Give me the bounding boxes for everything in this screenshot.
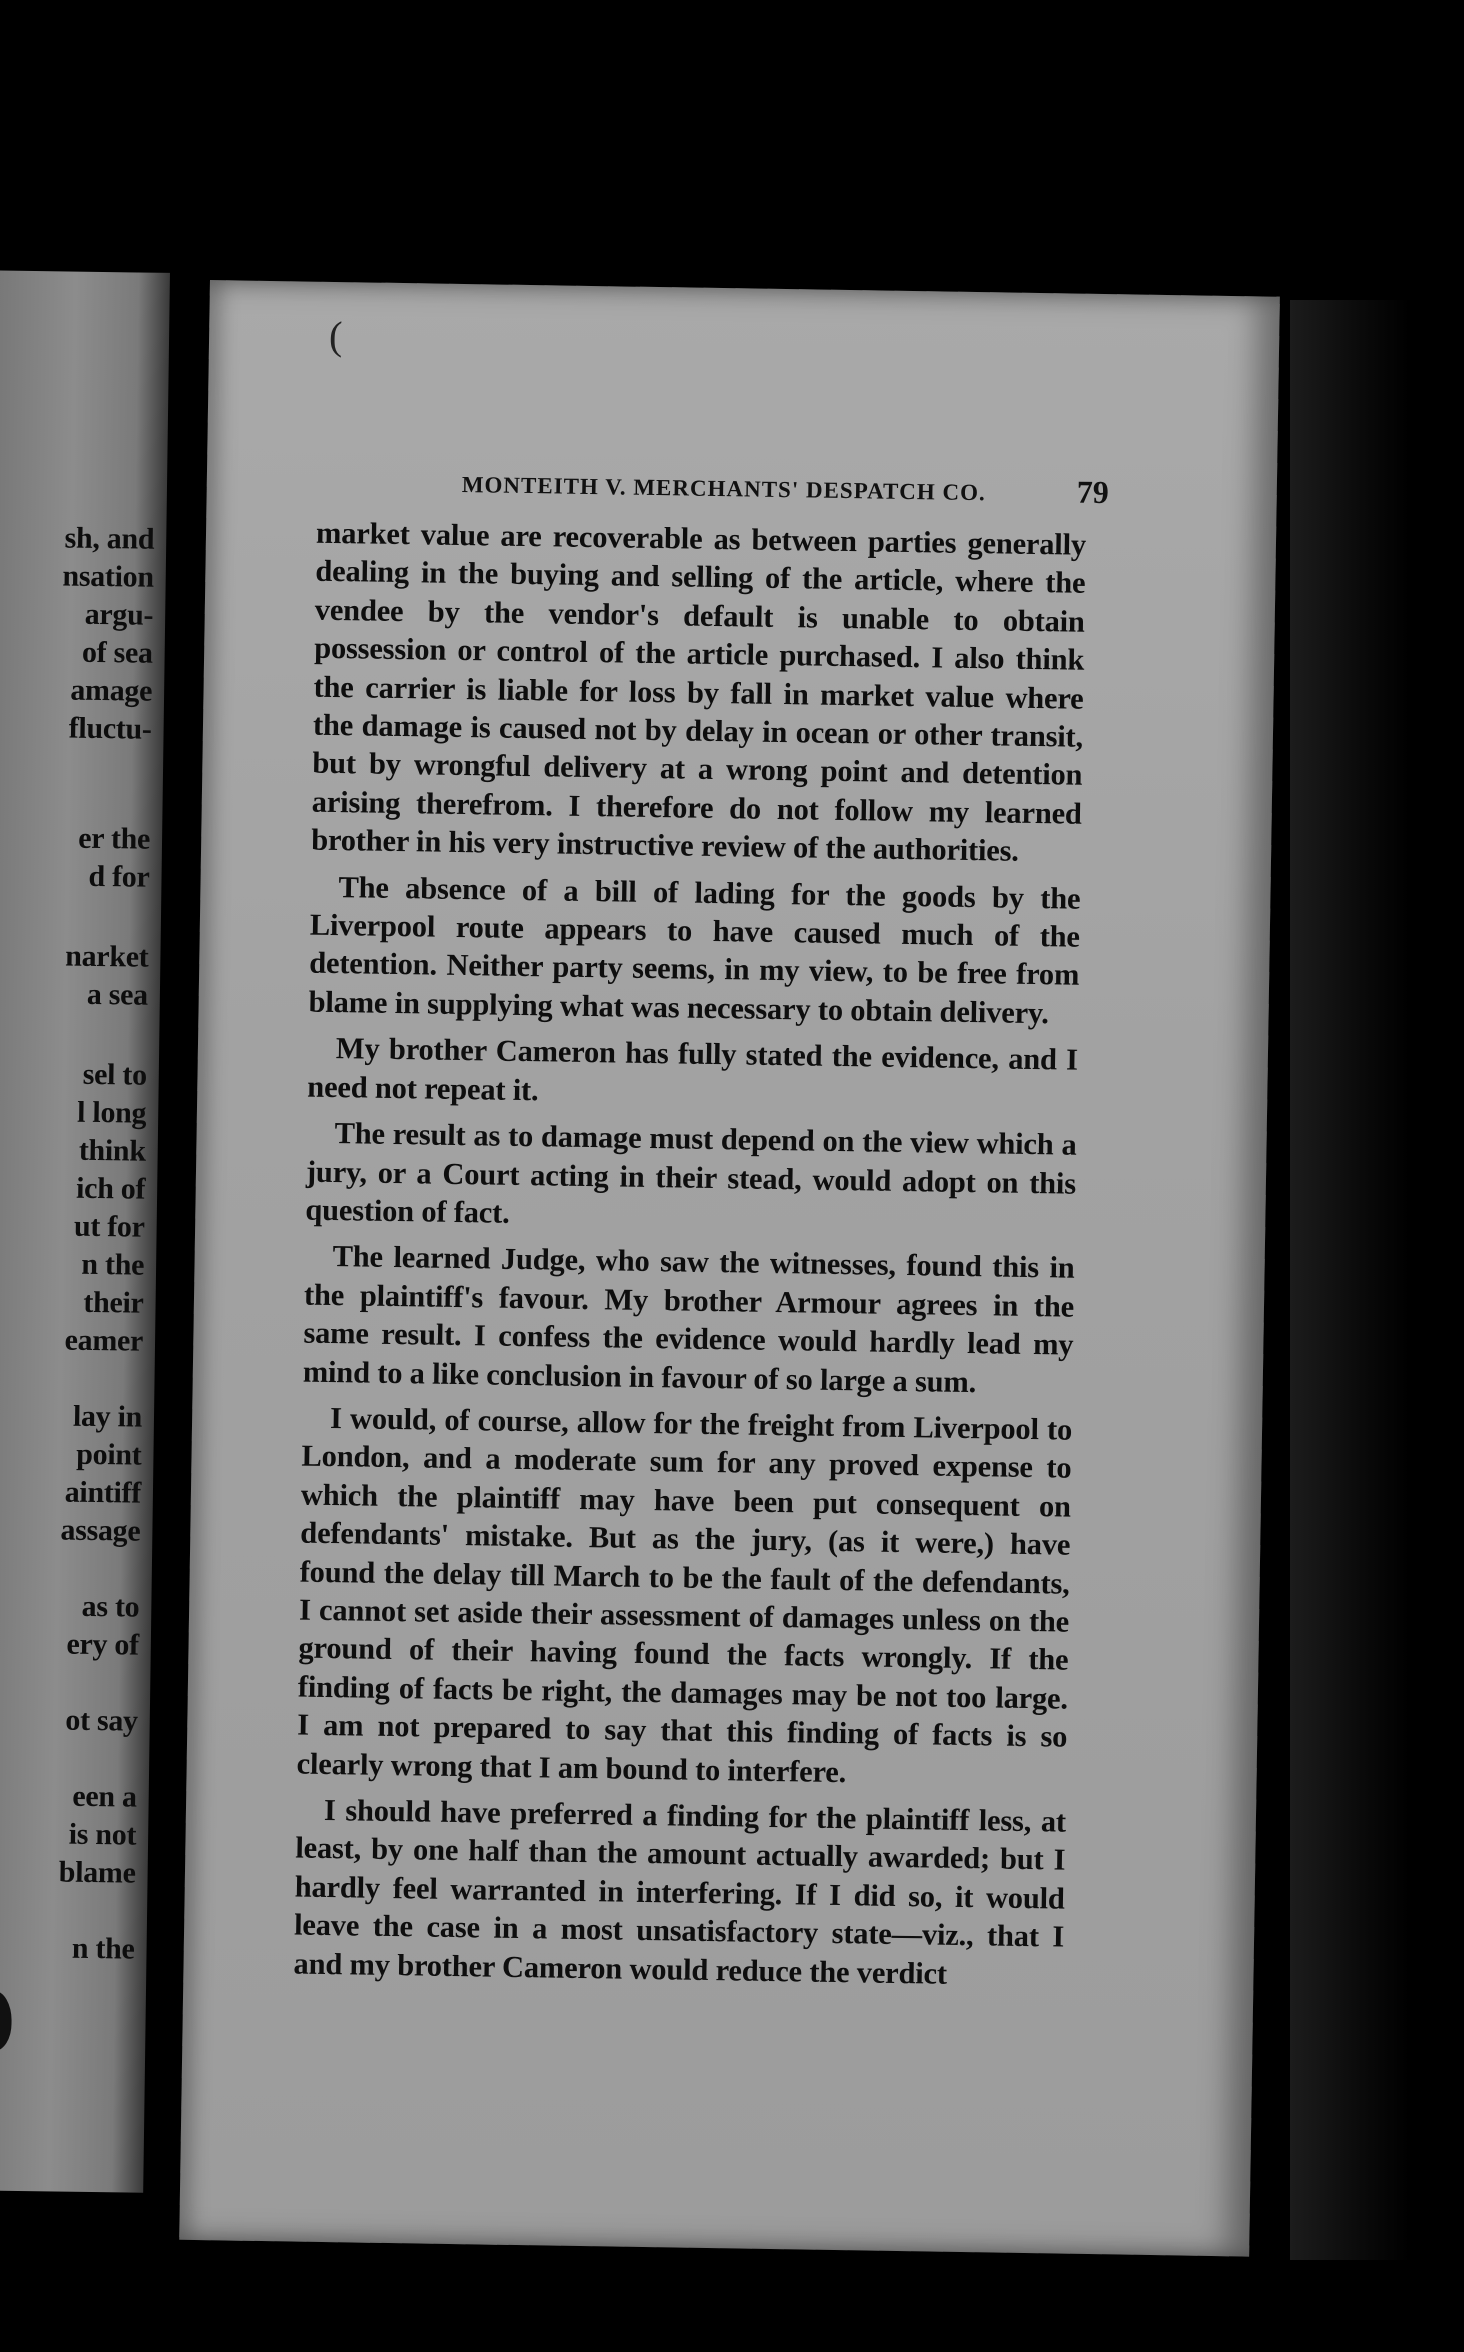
left-line-fragment: blame: [58, 1855, 136, 1890]
running-head: MONTEITH V. MERCHANTS' DESPATCH CO.: [461, 471, 986, 506]
left-line-fragment: amage: [70, 673, 153, 708]
book-page: [179, 280, 1280, 2257]
left-line-fragment: ery of: [66, 1627, 140, 1662]
left-line-fragment: d for: [88, 859, 150, 894]
left-line-fragment: point: [76, 1437, 142, 1472]
left-line-fragment: assage: [60, 1513, 141, 1548]
left-line-fragment: n the: [71, 1931, 135, 1966]
left-line-fragment: argu-: [84, 597, 154, 632]
page-number: 79: [1076, 473, 1110, 511]
page-body: [293, 514, 1086, 1995]
left-line-fragment: as to: [81, 1589, 140, 1624]
paragraph: My brother Cameron has fully stated the evidence, and I need not repeat it.: [307, 1031, 1079, 1107]
left-line-fragment: think: [78, 1133, 146, 1168]
left-line-fragment: fluctu-: [68, 711, 152, 746]
left-line-fragment: l long: [76, 1095, 147, 1130]
left-line-fragment: ot say: [65, 1703, 138, 1738]
left-line-fragment: sel to: [82, 1057, 148, 1092]
paragraph: The result as to damage must depend on the view which a jury, or a Court acting in their stead, would adopt on this question of fact.: [305, 1116, 1077, 1230]
left-line-fragment: ich of: [75, 1171, 146, 1206]
previous-page-fragment: [0, 270, 170, 2193]
left-line-fragment: their: [83, 1285, 144, 1320]
ink-smudge: [0, 1990, 12, 2050]
paragraph: The absence of a bill of lading for the goods by the Liverpool route appears to have caused much of the detention. Neither party seems, in my view, to be free from blame in supplying what was necessary to obtain delivery.: [308, 869, 1081, 1031]
left-line-fragment: ut for: [73, 1209, 145, 1244]
left-line-fragment: lay in: [72, 1399, 143, 1434]
left-line-fragment: nsation: [62, 559, 154, 594]
left-line-fragment: a sea: [86, 977, 149, 1012]
left-line-fragment: is not: [68, 1817, 137, 1852]
paragraph: I would, of course, allow for the freight from Liverpool to London, and a moderate sum for any proved expense to which the plaintiff may have been put consequent on defendants' mistake. But as the jury, (as it were,) have found the delay till March to be the fault of the defendants, I cannot set aside their assessment of damages unless on the ground of their having found the facts wrongly. If the finding of facts be right, the damages may be not too large. I am not prepared to say that this finding of facts is so clearly wrong that I am bound to interfere.: [296, 1400, 1073, 1789]
left-line-fragment: sh, and: [64, 521, 155, 556]
binding-shadow: [1290, 300, 1410, 2260]
left-line-fragment: narket: [64, 939, 149, 974]
left-line-fragment: er the: [78, 821, 151, 856]
left-line-fragment: een a: [72, 1779, 137, 1814]
paragraph: The learned Judge, who saw the witnesses, found this in the plaintiff's favour. My brother Armour agrees in the same result. I confess the evidence would hardly lead my mind to a like conclusion in favour of so large a sum.: [302, 1239, 1075, 1399]
print-mark: (: [328, 312, 343, 359]
left-line-fragment: n the: [81, 1247, 145, 1282]
left-line-fragment: aintiff: [64, 1475, 142, 1510]
paragraph: market value are recoverable as between parties generally dealing in the buying and selling of the article, where the vendee by the vendor's default is unable to obtain possession or control of the article purchased. I also think the carrier is liable for loss by fall in market value where the damage is caused not by delay in ocean or other transit, but by wrongful delivery at a wrong point and detention arising therefrom. I therefore do not follow my learned brother in his very instructive review of the authorities.: [310, 515, 1087, 869]
left-line-fragment: of sea: [81, 635, 153, 670]
paragraph: I should have preferred a finding for the plaintiff less, at least, by one half than the amount actually awarded; but I hardly feel warranted in interfering. If I did so, it would leave the case in a most unsatisfactory state—viz., that I and my brother Cameron would reduce the verdict: [293, 1792, 1067, 1991]
left-line-fragment: eamer: [64, 1323, 144, 1358]
